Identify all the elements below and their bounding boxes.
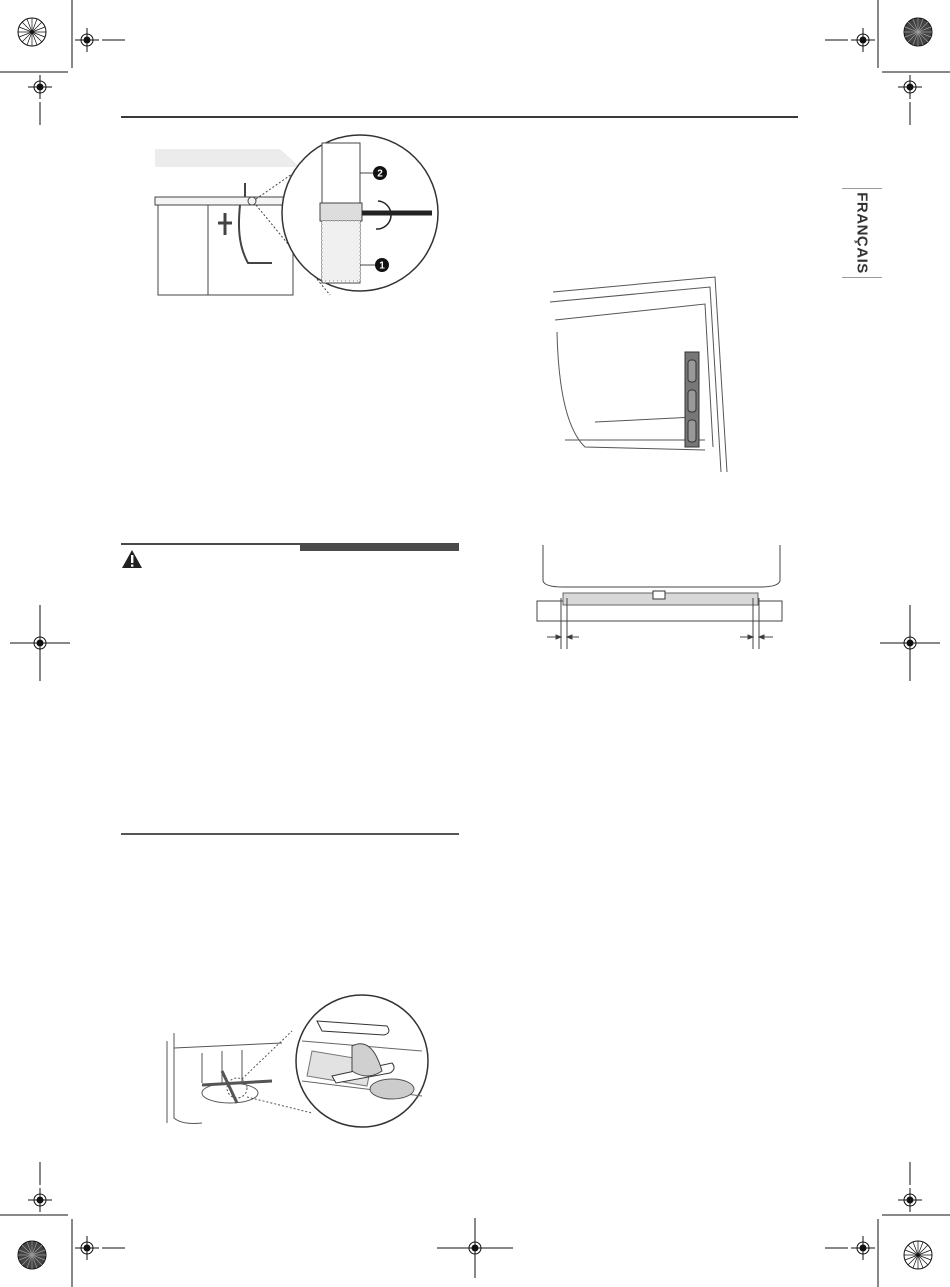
hose-clamp-figure: [150, 135, 440, 295]
hose-clamp-detail: [282, 135, 438, 291]
door-interior-figure: [545, 272, 735, 472]
caution-bar: [300, 543, 459, 551]
door-gap-figure: [535, 543, 790, 653]
caution-rule: [121, 543, 300, 545]
spray-arm-detail: [296, 995, 428, 1127]
callout-1: 1: [379, 260, 385, 272]
section-rule: [121, 833, 459, 835]
callout-2: 2: [377, 168, 383, 180]
warning-triangle-icon: [121, 549, 143, 569]
spray-arm-figure: [162, 993, 437, 1128]
language-tab-label: FRANÇAIS: [853, 192, 871, 274]
